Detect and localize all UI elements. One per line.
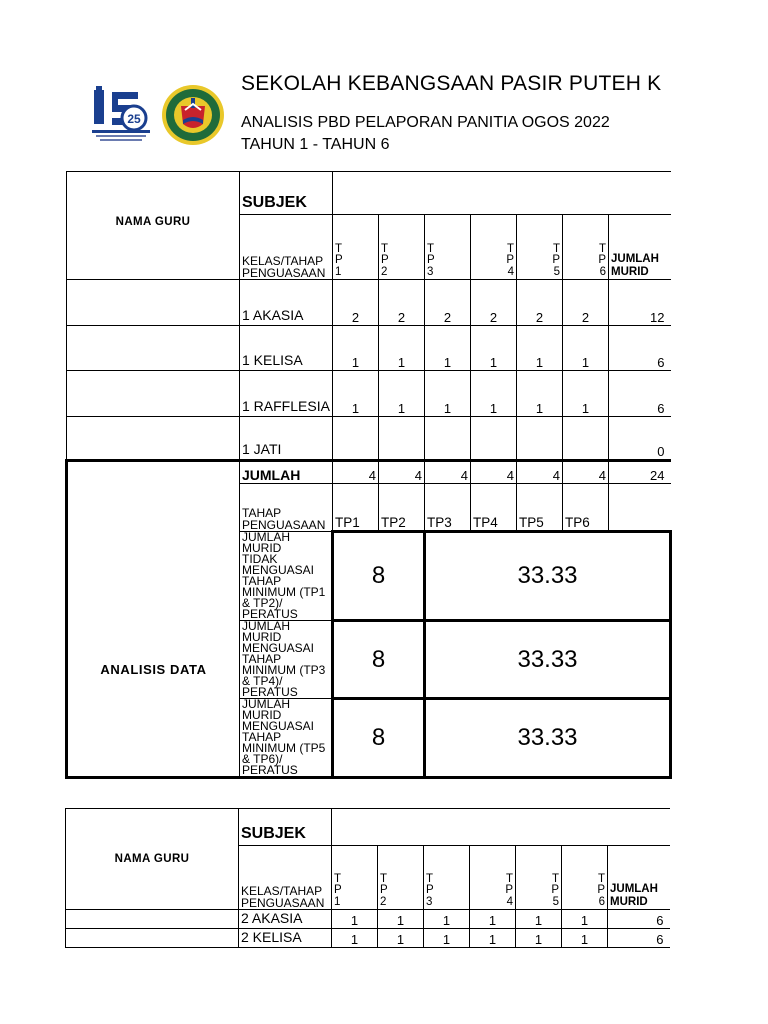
- tp-cell: 1: [378, 910, 424, 929]
- analisis-percent: 33.33: [425, 699, 671, 778]
- table-row: [66, 910, 670, 929]
- tp-cell: 1: [379, 371, 425, 417]
- jumlah-tp-cell: 4: [333, 461, 379, 484]
- tp-cell: 1: [470, 910, 516, 929]
- jumlah-cell: 6: [608, 929, 670, 948]
- kelas-cell: 2 KELISA: [239, 929, 332, 948]
- tp-cell: 1: [378, 929, 424, 948]
- tp-label: TP3: [425, 484, 471, 532]
- kelas-tahap-header: KELAS/TAHAP PENGUASAAN: [240, 215, 333, 280]
- school-name: SEKOLAH KEBANGSAAN PASIR PUTEH K: [241, 72, 662, 95]
- tp-cell: 2: [517, 280, 563, 326]
- tp-cell: 1: [471, 326, 517, 371]
- tp3-header: T P 3: [424, 846, 470, 910]
- tp-cell: 1: [424, 929, 470, 948]
- analisis-count: 8: [333, 621, 425, 699]
- jumlah-tp-cell: 4: [563, 461, 609, 484]
- kelas-cell: 1 JATI: [240, 417, 333, 461]
- tp-cell: 2: [333, 280, 379, 326]
- jumlah-row: [67, 461, 671, 484]
- jumlah-total-cell: 24: [609, 461, 671, 484]
- report-title: ANALISIS PBD PELAPORAN PANITIA OGOS 2022: [241, 114, 610, 131]
- tp-cell: 1: [425, 371, 471, 417]
- tp1-header: T P 1: [332, 846, 378, 910]
- tp6-header: T P 6: [563, 215, 609, 280]
- guru-cell[interactable]: [67, 417, 240, 461]
- table-row: [67, 280, 671, 326]
- jumlah-tp-cell: 4: [425, 461, 471, 484]
- tp-cell: 1: [563, 371, 609, 417]
- tp-cell: 1: [517, 371, 563, 417]
- tp-label: TP2: [379, 484, 425, 532]
- tp2-header: T P 2: [378, 846, 424, 910]
- jumlah-tp-cell: 4: [517, 461, 563, 484]
- kelas-cell: 2 AKASIA: [239, 910, 332, 929]
- tp-cell: 1: [332, 910, 378, 929]
- tp-cell: 1: [425, 326, 471, 371]
- jumlah-cell: 6: [608, 910, 670, 929]
- analisis-count: 8: [333, 699, 425, 778]
- guru-cell[interactable]: [67, 326, 240, 371]
- tp-cell: 2: [471, 280, 517, 326]
- tp-cell: 1: [333, 371, 379, 417]
- guru-cell[interactable]: [66, 929, 239, 948]
- nama-guru-header: NAMA GURU: [67, 172, 240, 280]
- jumlah-cell: 6: [609, 326, 671, 371]
- jumlah-cell: 12: [609, 280, 671, 326]
- jumlah-tp-cell: 4: [471, 461, 517, 484]
- tahap-penguasaan-label: TAHAP PENGUASAAN: [240, 484, 333, 532]
- table-row: [67, 326, 671, 371]
- school-25-anniversary-logo: [92, 84, 150, 144]
- svg-text:25: 25: [127, 112, 141, 126]
- tp-cell: 2: [425, 280, 471, 326]
- tp-cell: [563, 417, 609, 461]
- tp3-header: T P 3: [425, 215, 471, 280]
- subjek-label: SUBJEK: [240, 172, 333, 215]
- tp-cell: 2: [563, 280, 609, 326]
- pbd-table-1: [65, 171, 672, 779]
- analisis-desc: JUMLAH MURID TIDAK MENGUASAI TAHAP MINIMUM (TP1 & TP2)/ PERATUS: [240, 532, 333, 621]
- tp-cell: [425, 417, 471, 461]
- tp-cell: 1: [471, 371, 517, 417]
- guru-cell[interactable]: [66, 910, 239, 929]
- tp-cell: 1: [332, 929, 378, 948]
- tp-cell: 1: [563, 326, 609, 371]
- tp-label: TP4: [471, 484, 517, 532]
- tp-cell: 1: [516, 910, 562, 929]
- tp6-header: T P 6: [562, 846, 608, 910]
- jumlah-cell: 0: [609, 417, 671, 461]
- tp5-header: T P 5: [516, 846, 562, 910]
- tp-cell: 2: [379, 280, 425, 326]
- tp-cell: 1: [379, 326, 425, 371]
- tp2-header: T P 2: [379, 215, 425, 280]
- year-range: TAHUN 1 - TAHUN 6: [241, 136, 390, 153]
- kelas-cell: 1 RAFFLESIA: [240, 371, 333, 417]
- analisis-desc: JUMLAH MURID MENGUASAI TAHAP MINIMUM (TP5 & TP6)/ PERATUS: [240, 699, 333, 778]
- subjek-value[interactable]: [332, 809, 670, 846]
- jumlah-cell: 6: [609, 371, 671, 417]
- guru-cell[interactable]: [67, 280, 240, 326]
- tp-cell: 1: [333, 326, 379, 371]
- school-crest-logo: [161, 84, 225, 146]
- kelas-tahap-header: KELAS/TAHAP PENGUASAAN: [239, 846, 332, 910]
- guru-cell[interactable]: [67, 371, 240, 417]
- jumlah-tp-cell: 4: [379, 461, 425, 484]
- tp4-header: T P 4: [471, 215, 517, 280]
- tp-cell: [517, 417, 563, 461]
- analisis-percent: 33.33: [425, 621, 671, 699]
- tp-cell: [379, 417, 425, 461]
- kelas-cell: 1 AKASIA: [240, 280, 333, 326]
- tp-label: TP1: [333, 484, 379, 532]
- subjek-label: SUBJEK: [239, 809, 332, 846]
- kelas-cell: 1 KELISA: [240, 326, 333, 371]
- tp-label: TP5: [517, 484, 563, 532]
- tp-cell: 1: [470, 929, 516, 948]
- tp1-header: T P 1: [333, 215, 379, 280]
- subjek-value[interactable]: [333, 172, 671, 215]
- analisis-desc: JUMLAH MURID MENGUASAI TAHAP MINIMUM (TP3 & TP4)/ PERATUS: [240, 621, 333, 699]
- tp-cell: 1: [424, 910, 470, 929]
- table-row: [67, 417, 671, 461]
- tp-cell: [333, 417, 379, 461]
- tp-cell: 1: [517, 326, 563, 371]
- tp-label: TP6: [563, 484, 609, 532]
- table-row: [67, 371, 671, 417]
- analisis-percent: 33.33: [425, 532, 671, 621]
- tp-cell: 1: [516, 929, 562, 948]
- jumlah-murid-header: JUMLAH MURID: [609, 215, 671, 280]
- tp-cell: [471, 417, 517, 461]
- jumlah-murid-header: JUMLAH MURID: [608, 846, 670, 910]
- pbd-table-2: [65, 808, 670, 948]
- empty-cell: [609, 484, 671, 532]
- tp5-header: T P 5: [517, 215, 563, 280]
- tp-cell: 1: [562, 929, 608, 948]
- jumlah-label: JUMLAH: [240, 461, 333, 484]
- analisis-count: 8: [333, 532, 425, 621]
- table-row: [66, 929, 670, 948]
- nama-guru-header: NAMA GURU: [66, 809, 239, 910]
- tp-cell: 1: [562, 910, 608, 929]
- analisis-data-label: ANALISIS DATA: [67, 461, 240, 778]
- tp4-header: T P 4: [470, 846, 516, 910]
